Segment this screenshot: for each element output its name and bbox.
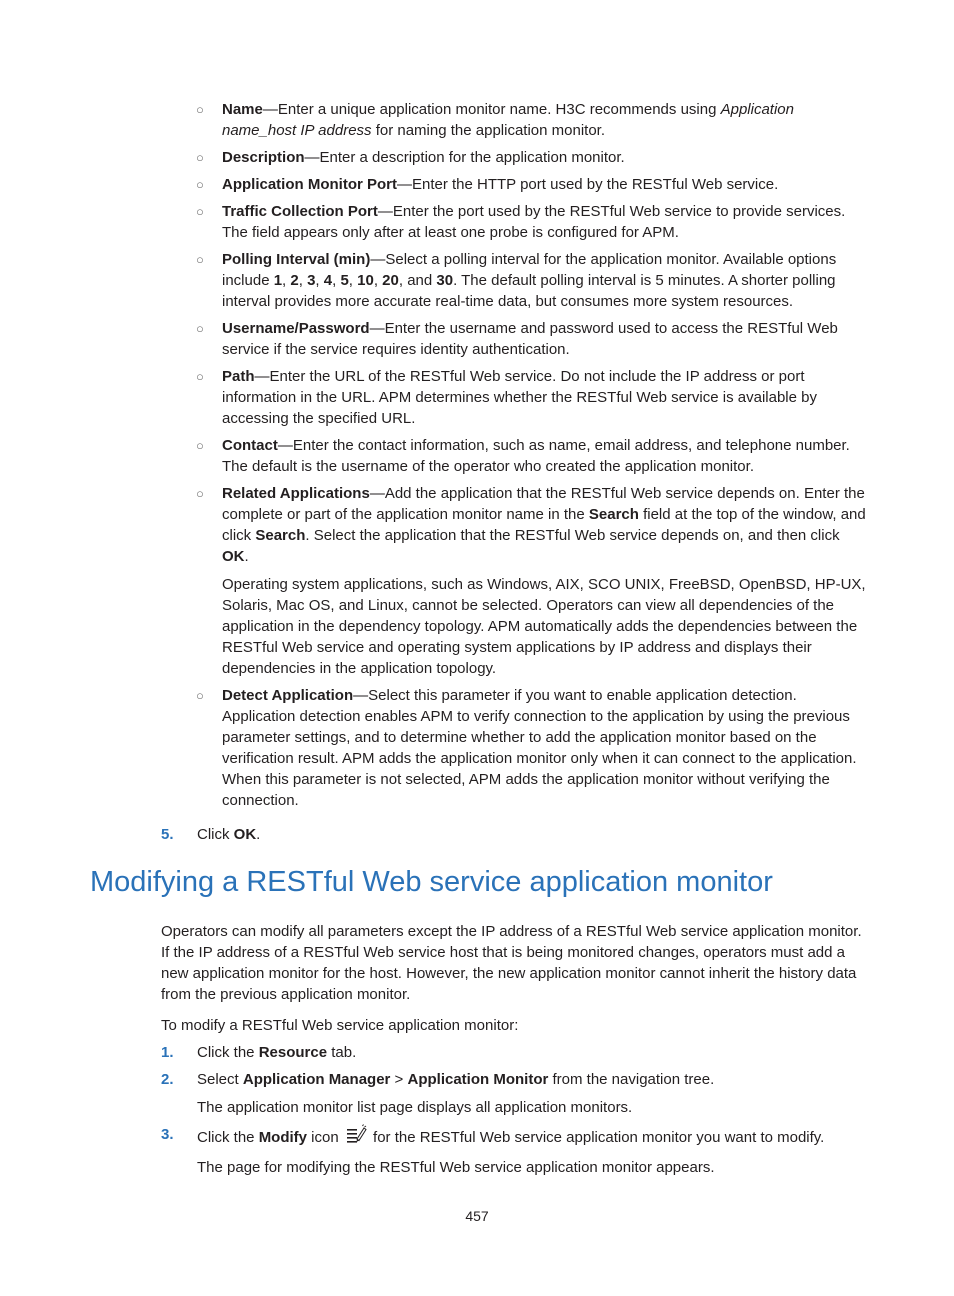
separator: , and xyxy=(398,272,437,289)
term-label: Detect Application xyxy=(222,687,354,704)
list-item-username-password xyxy=(196,318,868,360)
circle-bullet-icon: ○ xyxy=(196,177,204,192)
description-text: field at the top of the window, and click xyxy=(222,506,866,544)
intro-paragraph: Operators can modify all parameters except the IP address of a RESTful Web service application monitor. If the IP address of a RESTful Web service host that is being monitored changes, operators must add a new application monitor for the host. However, the new application monitor cannot inherit the history data from the previous application monitor. xyxy=(161,923,862,1003)
ui-term: OK xyxy=(222,548,245,565)
list-item-text xyxy=(222,435,868,477)
description-text: —Enter the URL of the RESTful Web service. Do not include the IP address or port information in the URL. APM determines whether the RESTful Web service is available by accessing the specified URL. xyxy=(222,368,817,427)
option-value: 4 xyxy=(323,272,333,289)
circle-bullet-icon: ○ xyxy=(196,321,204,336)
list-item-name xyxy=(196,99,868,141)
step-text-part: Click the xyxy=(197,1129,259,1146)
section-heading: Modifying a RESTful Web service application monitor xyxy=(90,866,773,898)
step-text-part: icon xyxy=(307,1129,343,1146)
procedure-lead: To modify a RESTful Web service application monitor: xyxy=(161,1017,519,1034)
step-text: . xyxy=(256,826,261,843)
list-item-text xyxy=(222,147,868,168)
step-text-part: for the RESTful Web service application monitor you want to modify. xyxy=(368,1129,825,1146)
description-text: —Enter a unique application monitor name. H3C recommends using xyxy=(262,101,721,118)
step-text-part: Select xyxy=(197,1071,243,1088)
description-text: —Enter the contact information, such as name, email address, and telephone number. The default is the username of the operator who created the application monitor. xyxy=(222,437,850,475)
ui-term: Search xyxy=(588,506,639,523)
list-item-text xyxy=(222,685,868,811)
description-text: . xyxy=(244,548,249,565)
separator: , xyxy=(348,272,358,289)
circle-bullet-icon: ○ xyxy=(196,204,204,219)
step-number: 3. xyxy=(161,1126,174,1143)
option-value: 10 xyxy=(357,272,374,289)
circle-bullet-icon: ○ xyxy=(196,438,204,453)
term-label: Related Applications xyxy=(222,485,370,502)
description-text: —Enter a description for the application monitor. xyxy=(304,149,625,166)
description-text: —Select a polling interval for the application monitor. Available options include xyxy=(222,251,837,289)
list-item-text xyxy=(222,366,868,429)
list-item-text xyxy=(222,483,868,567)
step-text xyxy=(197,1042,871,1063)
list-item-contact xyxy=(196,435,868,477)
term-label: Name xyxy=(222,101,263,118)
step-text-part: Click the xyxy=(197,1044,259,1061)
step-text-part: > xyxy=(390,1071,408,1088)
circle-bullet-icon: ○ xyxy=(196,150,204,165)
list-item-note: Operating system applications, such as Windows, AIX, SCO UNIX, FreeBSD, OpenBSD, HP-UX, Solaris, Mac OS, and Linux, cannot be selected. Operators can view all dependencies of the application in the dependency topology. APM automatically adds the dependencies between the RESTful Web service and operating system applications by IP address and displays their dependencies in the application topology. xyxy=(222,576,866,677)
description-text: —Enter the HTTP port used by the RESTful Web service. xyxy=(396,176,779,193)
procedure-steps xyxy=(161,1042,871,1184)
list-item-polling-interval xyxy=(196,249,868,312)
list-item-text xyxy=(222,318,868,360)
separator: , xyxy=(373,272,383,289)
option-value: 5 xyxy=(340,272,349,289)
list-item-traffic-collection-port xyxy=(196,201,868,243)
step-text-part: from the navigation tree. xyxy=(548,1071,715,1088)
modify-icon xyxy=(345,1124,367,1150)
option-value: 3 xyxy=(307,272,316,289)
circle-bullet-icon: ○ xyxy=(196,252,204,267)
option-value: 20 xyxy=(382,272,399,289)
option-value: 2 xyxy=(290,272,299,289)
step-2 xyxy=(161,1069,871,1118)
step-number: 1. xyxy=(161,1044,174,1061)
separator: , xyxy=(332,272,341,289)
ui-term: Modify xyxy=(258,1129,308,1146)
page-number: 457 xyxy=(465,1208,489,1224)
step-text xyxy=(197,1124,871,1150)
term-label: Contact xyxy=(222,437,278,454)
step-text: Click xyxy=(197,826,234,843)
list-item-text xyxy=(222,201,868,243)
list-item-text xyxy=(222,174,868,195)
description-text: . Select the application that the RESTful Web service depends on, and then click xyxy=(305,527,840,544)
list-item-detect-application xyxy=(196,685,868,811)
term-label: Polling Interval (min) xyxy=(222,251,371,268)
step-1 xyxy=(161,1042,871,1063)
description-text: —Enter the port used by the RESTful Web service to provide services. The field appears only after at least one probe is configured for APM. xyxy=(222,203,846,241)
ui-term: Resource xyxy=(258,1044,328,1061)
list-item-description xyxy=(196,147,868,168)
list-item-text xyxy=(222,99,868,141)
ui-term: Application Manager xyxy=(242,1071,391,1088)
circle-bullet-icon: ○ xyxy=(196,486,204,501)
separator: , xyxy=(282,272,291,289)
step-note: The application monitor list page displays all application monitors. xyxy=(197,1099,633,1116)
step-5 xyxy=(161,824,260,845)
ui-term: Application Monitor xyxy=(407,1071,549,1088)
description-text: —Add the application that the RESTful Web service depends on. Enter the complete or part of the application monitor name in the xyxy=(222,485,865,523)
step-number: 2. xyxy=(161,1071,174,1088)
step-3 xyxy=(161,1124,871,1178)
ui-term: Search xyxy=(255,527,306,544)
term-label: Username/Password xyxy=(222,320,370,337)
circle-bullet-icon: ○ xyxy=(196,369,204,384)
circle-bullet-icon: ○ xyxy=(196,688,204,703)
description-text: —Enter the username and password used to access the RESTful Web service if the service requires identity authentication. xyxy=(222,320,838,358)
step-text xyxy=(197,1069,871,1090)
term-label: Traffic Collection Port xyxy=(222,203,378,220)
term-label: Path xyxy=(222,368,255,385)
ui-term: OK xyxy=(233,826,257,843)
list-item-related-applications xyxy=(196,483,868,679)
list-item-application-monitor-port xyxy=(196,174,868,195)
description-text: —Select this parameter if you want to enable application detection. Application detection enables APM to verify connection to the application by using the previous parameter settings, and to determine whether to add the application monitor based on the verification result. APM adds the application monitor only when it can connect to the application. When this parameter is not selected, APM adds the application monitor without verifying the connection. xyxy=(222,687,857,809)
step-number: 5. xyxy=(161,826,174,843)
description-text: for naming the application monitor. xyxy=(371,122,605,139)
separator: , xyxy=(298,272,308,289)
step-text-part: tab. xyxy=(327,1044,357,1061)
option-value: 1 xyxy=(273,272,283,289)
list-item-path xyxy=(196,366,868,429)
italic-text: Application name_host IP address xyxy=(222,101,794,139)
separator: , xyxy=(315,272,324,289)
description-text: . The default polling interval is 5 minutes. A shorter polling interval provides more accurate real-time data, but consumes more system resources. xyxy=(222,272,836,310)
parameter-list xyxy=(196,99,868,817)
circle-bullet-icon: ○ xyxy=(196,102,204,117)
term-label: Description xyxy=(222,149,305,166)
list-item-text xyxy=(222,249,868,312)
step-note: The page for modifying the RESTful Web service application monitor appears. xyxy=(197,1159,715,1176)
term-label: Application Monitor Port xyxy=(222,176,397,193)
option-value: 30 xyxy=(436,272,454,289)
